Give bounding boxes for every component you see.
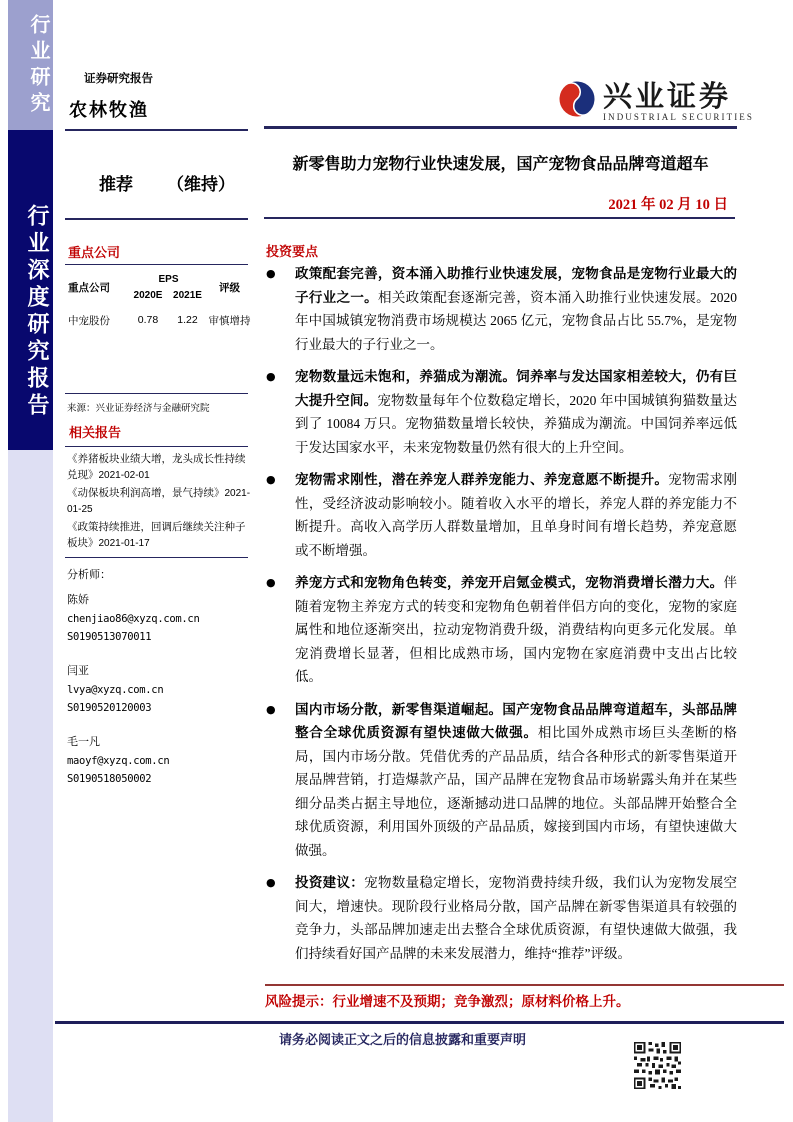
analyst-license-code: S0190518050002 xyxy=(67,773,152,785)
table-cell-eps2021: 1.22 xyxy=(177,314,198,326)
divider xyxy=(65,557,248,558)
related-report-title: 《动保板块利润高增，景气持续》 xyxy=(67,488,225,499)
analyst-name: 闫亚 xyxy=(67,665,89,677)
bullet-icon: ● xyxy=(266,370,276,383)
related-report-item xyxy=(67,486,251,517)
related-report-date: 2021-01-17 xyxy=(98,537,150,549)
related-report-date: 2021-01-25 xyxy=(67,488,251,515)
highlight-item xyxy=(266,698,737,863)
highlight-lead: 宠物数量远未饱和，养猫成为潮流。饲养率与发达国家相差较大，仍有巨大提升空间。 xyxy=(295,369,737,408)
col-header-company: 重点公司 xyxy=(68,282,110,294)
analyst-email: lvya@xyzq.com.cn xyxy=(67,684,164,696)
sidebar-band-bottom xyxy=(8,450,53,1122)
sidebar-label-depth-report: 行业深度研究报告 xyxy=(25,204,50,420)
col-header-2021e: 2021E xyxy=(173,289,202,301)
report-date: 2021 年 02 月 10 日 xyxy=(608,197,728,213)
analyst-entry xyxy=(67,591,251,643)
related-report-title: 《政策持续推进，回调后继续关注种子板块》 xyxy=(67,522,246,549)
divider xyxy=(65,129,248,131)
bullet-icon: ● xyxy=(266,702,276,716)
bullet-icon: ● xyxy=(266,473,276,486)
highlight-lead: 投资建议： xyxy=(295,875,365,890)
brand-logo xyxy=(558,80,754,123)
highlight-item xyxy=(266,871,737,965)
analyst-name: 毛一凡 xyxy=(67,736,100,748)
brand-name-cn: 兴业证券 xyxy=(603,80,732,113)
divider xyxy=(65,264,248,265)
highlights-heading: 投资要点 xyxy=(266,244,319,259)
table-cell-rating: 审慎增持 xyxy=(208,315,251,327)
analyst-email: chenjiao86@xyzq.com.cn xyxy=(67,613,200,625)
bullet-icon: ● xyxy=(266,576,276,589)
highlight-body: 宠物需求刚性，受经济波动影响较小。随着收入水平的增长，养宠人群的养宠能力不断提升。高收入高学历人群数量增加，且单身时间有增长趋势，养宠意愿或不断增强。 xyxy=(295,472,738,558)
analyst-email: maoyf@xyzq.com.cn xyxy=(67,755,170,767)
key-companies-table xyxy=(65,271,251,327)
analysts-heading: 分析师： xyxy=(67,569,111,581)
risk-divider xyxy=(265,984,784,986)
analyst-name: 陈娇 xyxy=(67,594,89,606)
qr-code xyxy=(634,1042,681,1089)
sidebar-band-industry-research xyxy=(8,0,53,130)
highlight-body: 宠物数量每年个位数稳定增长，2020 年中国城镇狗猫数量达到了 10084 万只。宠物猫数量增长较快，养猫成为潮流。中国饲养率远低于发达国家水平，未来宠物数量仍然有很大的上升空间。 xyxy=(295,392,738,455)
divider xyxy=(65,218,248,220)
brand-swirl-icon xyxy=(558,80,596,123)
highlight-lead: 政策配套完善，资本涌入助推行业快速发展，宠物食品是宠物行业最大的子行业之一。 xyxy=(295,266,737,305)
related-report-item xyxy=(67,452,251,483)
related-report-date: 2021-02-01 xyxy=(98,469,150,481)
highlight-item xyxy=(266,262,737,356)
rating-status: （维持） xyxy=(167,175,235,194)
col-header-2020e: 2020E xyxy=(133,289,163,301)
header-divider xyxy=(264,126,737,129)
table-source-note: 来源：兴业证券经济与金融研究院 xyxy=(67,404,210,414)
sidebar-label-industry-research: 行业研究 xyxy=(27,14,49,118)
related-report-item xyxy=(67,520,251,551)
divider xyxy=(65,446,248,447)
highlight-body: 相比国外成熟市场巨头垄断的格局，国内市场分散。凭借优秀的产品品质，结合各种形式的新零售渠道开展品牌营销，打造爆款产品，国产品牌在宠物食品市场崭露头角并在某些细分品类占据主导地位，逐渐撼动进口品牌的地位。头部品牌开始整合全球优质资源，利用国外顶级的产品品质，嫁接到国内市场，有望快速做大做强。 xyxy=(295,725,738,858)
highlight-item xyxy=(266,571,737,689)
highlight-item xyxy=(266,365,737,459)
brand-name-en: INDUSTRIAL SECURITIES xyxy=(603,111,755,122)
footer-divider xyxy=(55,1021,784,1024)
analyst-license-code: S0190513070011 xyxy=(67,631,152,643)
rating-row xyxy=(99,170,235,195)
table-cell-eps2020: 0.78 xyxy=(137,314,159,326)
industry-name: 农林牧渔 xyxy=(69,100,149,120)
bullet-icon: ● xyxy=(266,876,276,889)
highlight-item xyxy=(266,468,737,562)
col-header-eps: EPS xyxy=(158,273,179,285)
footer-disclaimer: 请务必阅读正文之后的信息披露和重要声明 xyxy=(279,1032,527,1047)
highlights-list xyxy=(266,262,737,974)
highlight-lead: 宠物需求刚性，潜在养宠人群养宠能力、养宠意愿不断提升。 xyxy=(295,472,669,487)
related-reports-list xyxy=(67,452,251,554)
highlight-body: 宠物数量稳定增长，宠物消费持续升级，我们认为宠物发展空间大，增速快。现阶段行业格局分散，国产品牌在新零售渠道具有较强的竞争力，头部品牌加速走出去整合全球优质资源，有望快速做大做强，我们持续看好国产品牌的未来发展潜力，维持“推荐”评级。 xyxy=(295,875,738,961)
rating-label: 推荐 xyxy=(99,175,133,194)
related-reports-heading: 相关报告 xyxy=(69,425,122,440)
analyst-entry xyxy=(67,733,251,785)
title-divider xyxy=(264,217,735,219)
brand-text xyxy=(603,82,754,122)
highlight-lead: 养宠方式和宠物角色转变，养宠开启氪金模式，宠物消费增长潜力大。 xyxy=(295,575,724,590)
highlight-lead: 国内市场分散，新零售渠道崛起。国产宠物食品品牌弯道超车，头部品牌整合全球优质资源有望快速做大做强。 xyxy=(295,701,737,740)
key-companies-heading: 重点公司 xyxy=(68,245,121,260)
report-type-label: 证券研究报告 xyxy=(84,73,153,85)
col-header-rating: 评级 xyxy=(219,282,240,294)
bullet-icon: ● xyxy=(266,267,276,280)
highlight-body: 伴随着宠物主养宠方式的转变和宠物角色朝着伴侣方向的变化，宠物的家庭属性和地位逐渐突出，拉动宠物消费升级，消费结构向更多元化发展。单宠消费增长显著，但相比成熟市场，国内宠物在家庭消费中支出占比较低。 xyxy=(295,575,737,684)
analyst-license-code: S0190520120003 xyxy=(67,702,152,714)
analyst-entry xyxy=(67,662,251,714)
risk-warning: 风险提示：行业增速不及预期；竞争激烈；原材料价格上升。 xyxy=(265,994,630,1009)
table-cell-company: 中宠股份 xyxy=(68,315,110,327)
highlight-body: 相关政策配套逐渐完善，资本涌入助推行业快速发展。2020 年中国城镇宠物消费市场规模达 2065 亿元，宠物食品占比 55.7%，是宠物行业最大的子行业之一。 xyxy=(295,289,737,352)
divider xyxy=(65,393,248,394)
report-title: 新零售助力宠物行业快速发展，国产宠物食品品牌弯道超车 xyxy=(292,156,709,173)
sidebar-band-depth-report xyxy=(8,130,53,450)
analysts-block xyxy=(67,566,251,804)
related-report-title: 《养猪板块业绩大增，龙头成长性持续兑现》 xyxy=(67,454,246,481)
